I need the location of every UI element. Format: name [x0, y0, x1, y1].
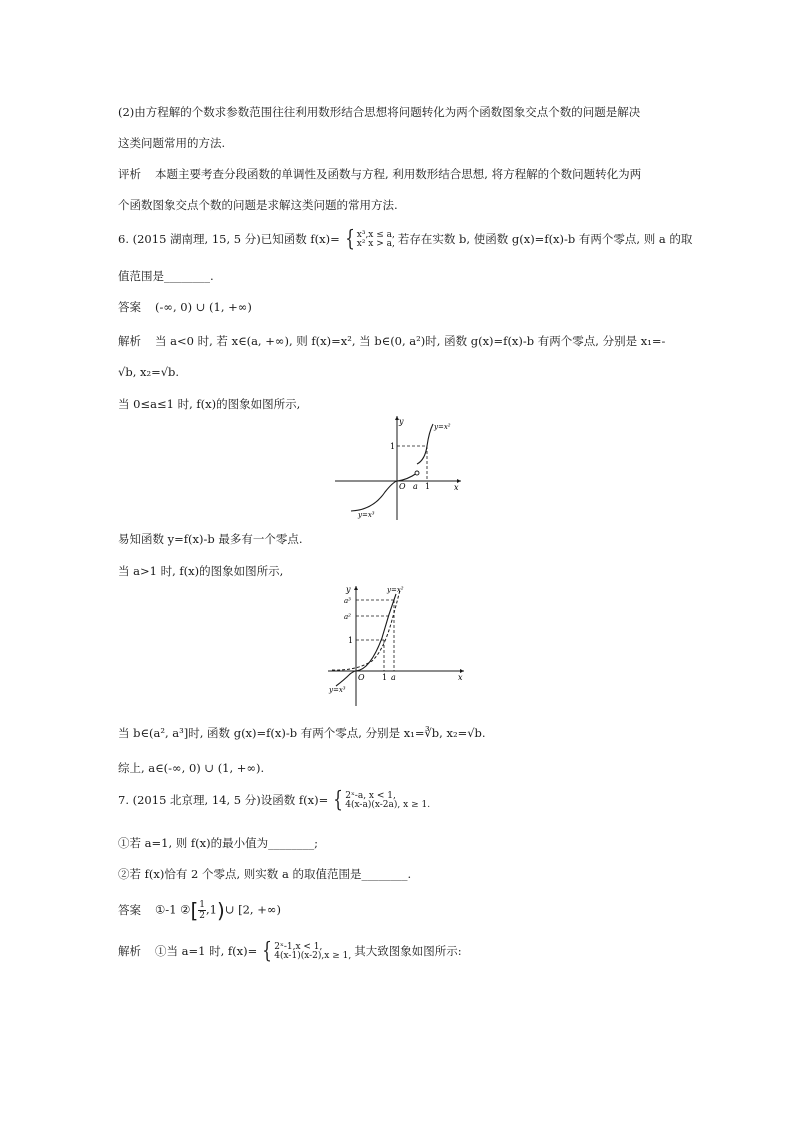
q6-suffix: 若存在实数 b, 使函数 g(x)=f(x)-b 有两个零点, 则 a 的取	[397, 232, 693, 246]
analysis-line	[118, 166, 641, 182]
analysis-label: 评析	[118, 167, 141, 181]
curve-label-x2: y=x²	[387, 586, 404, 594]
y-axis-arrow	[354, 586, 358, 590]
piece-row: x³,x ≤ a,	[356, 230, 395, 240]
solution-text: 当 a<0 时, 若 x∈(a, +∞), 则 f(x)=x², 当 b∈(0, a²)时, 函数 g(x)=f(x)-b 有两个零点, 分别是 x₁=-	[155, 334, 666, 348]
text-line: 当 b∈(a², a³]时, 函数 g(x)=f(x)-b 有两个零点, 分别是 x₁=∛b, x₂=√b.	[118, 726, 486, 740]
interval-end: ,1	[206, 902, 218, 917]
piece-row: 4(x-1)(x-2),x ≥ 1,	[274, 951, 352, 961]
open-point	[415, 471, 419, 475]
ytick-1: 1	[348, 636, 354, 645]
text-line: 综上, a∈(-∞, 0) ∪ (1, +∞).	[118, 761, 265, 775]
origin-label: O	[399, 482, 406, 491]
q7-prefix: 7. (2015 北京理, 14, 5 分)设函数 f(x)=	[118, 793, 329, 807]
curve-label-x2: y=x²	[434, 423, 451, 431]
text-line: ②若 f(x)恰有 2 个零点, 则实数 a 的取值范围是________.	[118, 867, 412, 881]
x-axis-label: x	[454, 483, 459, 492]
tick-a: a	[413, 482, 418, 491]
piece-row: 2ˣ-a, x < 1,	[345, 791, 396, 801]
answer-text: (-∞, 0) ∪ (1, +∞)	[155, 300, 252, 314]
curve-x2-dashed	[332, 590, 400, 670]
text-line: 当 0≤a≤1 时, f(x)的图象如图所示,	[118, 397, 301, 411]
curve-x2	[417, 424, 433, 464]
tick-1: 1	[425, 482, 431, 491]
piecewise-function: { x³,x ≤ a, x² x > a,	[344, 227, 395, 252]
solution-line	[118, 333, 665, 349]
text-line: 这类问题常用的方法.	[118, 136, 226, 150]
y-axis-label: y	[399, 417, 404, 426]
answer-line	[118, 299, 252, 315]
ytick-1: 1	[390, 442, 396, 451]
origin-label: O	[358, 673, 365, 682]
answer-part1: ①-1 ②	[155, 902, 191, 917]
curve-label-x3: y=x³	[329, 686, 346, 694]
text-line: ①若 a=1, 则 f(x)的最小值为________;	[118, 836, 319, 850]
x-axis-label: x	[458, 673, 463, 682]
graph-case-1	[333, 412, 465, 524]
text-line: (2)由方程解的个数求参数范围往往利用数形结合思想将问题转化为两个函数图象交点个数的问题是解决	[118, 105, 641, 119]
answer-label: 答案	[118, 902, 141, 917]
right-paren: )	[217, 898, 225, 923]
piecewise-function: { 2ˣ-a, x < 1, 4(x-a)(x-2a), x ≥ 1.	[333, 788, 431, 813]
piece-row: 2ˣ-1,x < 1,	[274, 942, 323, 952]
ytick-a2: a²	[344, 613, 351, 621]
answer-label: 答案	[118, 300, 141, 314]
solution-suffix: 其大致图象如图所示:	[354, 944, 462, 958]
ytick-a3: a³	[344, 597, 351, 605]
fraction	[198, 900, 206, 921]
solution-prefix: ①当 a=1 时, f(x)=	[155, 944, 258, 958]
solution-label: 解析	[118, 334, 141, 348]
question-7-stem	[118, 788, 433, 813]
piece-row: x² x > a,	[356, 239, 395, 249]
y-axis-label: y	[346, 585, 351, 594]
curve-x3	[351, 473, 417, 511]
fraction-numerator: 1	[199, 900, 206, 910]
fraction-denominator: 2	[199, 911, 206, 921]
text-line: 当 a>1 时, f(x)的图象如图所示,	[118, 564, 284, 578]
answer-part2: ∪ [2, +∞)	[224, 902, 281, 917]
text-line: 个函数图象交点个数的问题是求解这类问题的常用方法.	[118, 198, 398, 212]
tick-a: a	[391, 673, 396, 682]
solution-label: 解析	[118, 944, 141, 958]
tick-1: 1	[382, 673, 388, 682]
q6-prefix: 6. (2015 湖南理, 15, 5 分)已知函数 f(x)=	[118, 232, 340, 246]
question-6-stem	[118, 227, 693, 252]
piecewise-function: { 2ˣ-1,x < 1, 4(x-1)(x-2),x ≥ 1,	[262, 939, 352, 964]
curve-label-x3: y=x³	[358, 511, 375, 519]
text-line: 值范围是________.	[118, 269, 214, 283]
text-line: 易知函数 y=f(x)-b 最多有一个零点.	[118, 532, 303, 546]
answer-line	[118, 900, 281, 921]
solution-line	[118, 939, 462, 964]
analysis-text: 本题主要考查分段函数的单调性及函数与方程, 利用数形结合思想, 将方程解的个数问题转化为两	[155, 167, 642, 181]
piece-row: 4(x-a)(x-2a), x ≥ 1.	[345, 800, 431, 810]
graph-case-2	[326, 582, 468, 710]
left-bracket: [	[190, 898, 199, 923]
text-line: √b, x₂=√b.	[118, 365, 180, 379]
